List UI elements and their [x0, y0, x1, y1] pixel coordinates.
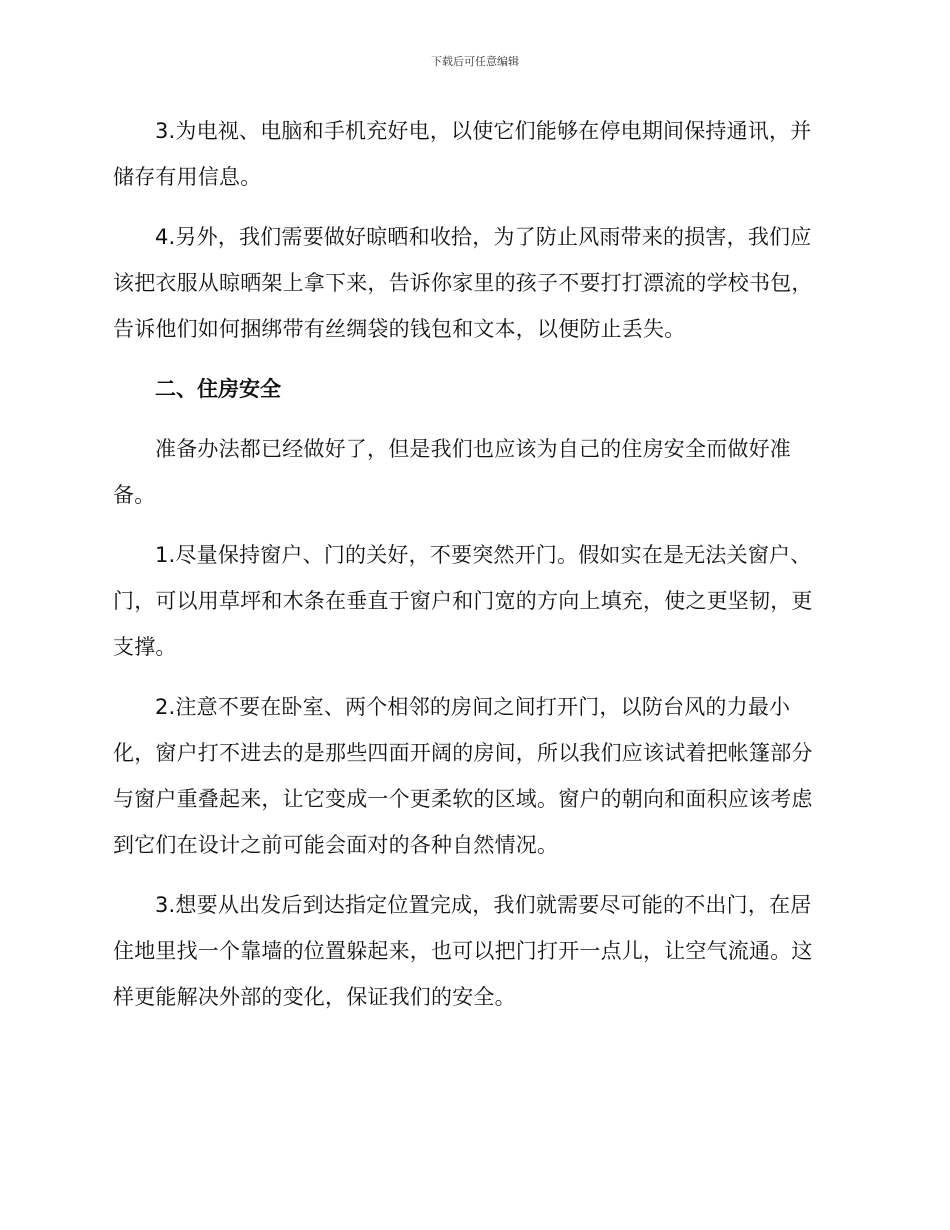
paragraph-windows-doors: 1.尽量保持窗户、门的关好，不要突然开门。假如实在是无法关窗户、门，可以用草坪和木条在垂直于窗户和门宽的方向上填充，使之更坚韧，更支撑。 [113, 543, 813, 659]
paragraph-stay-indoors: 3.想要从出发后到达指定位置完成，我们就需要尽可能的不出门，在居住地里找一个靠墙的位置躲起来，也可以把门打开一点儿，让空气流通。这样更能解决外部的变化，保证我们的安全。 [113, 893, 813, 1009]
paragraph-charge-devices: 3.为电视、电脑和手机充好电，以使它们能够在停电期间保持通讯，并储存有用信息。 [113, 119, 812, 189]
paragraph-room-doors: 2.注意不要在卧室、两个相邻的房间之间打开门，以防台风的力最小化，窗户打不进去的是那些四面开阔的房间，所以我们应该试着把帐篷部分与窗户重叠起来，让它变成一个更柔软的区域。窗户的朝向和面积应该考虑到它们在设计之前可能会面对的各种自然情况。 [113, 695, 813, 857]
document-body [113, 108, 831, 1034]
page-header: 下载后可任意编辑 [431, 55, 519, 68]
paragraph-laundry-storage: 4.另外，我们需要做好晾晒和收拾，为了防止风雨带来的损害，我们应该把衣服从晾晒架上拿下来，告诉你家里的孩子不要打打漂流的学校书包，告诉他们如何捆绑带有丝绸袋的钱包和文本，以便防止丢失。 [113, 225, 813, 341]
section-heading-housing-safety: 二、住房安全 [155, 377, 281, 401]
paragraph-housing-intro: 准备办法都已经做好了，但是我们也应该为自己的住房安全而做好准备。 [113, 437, 791, 507]
